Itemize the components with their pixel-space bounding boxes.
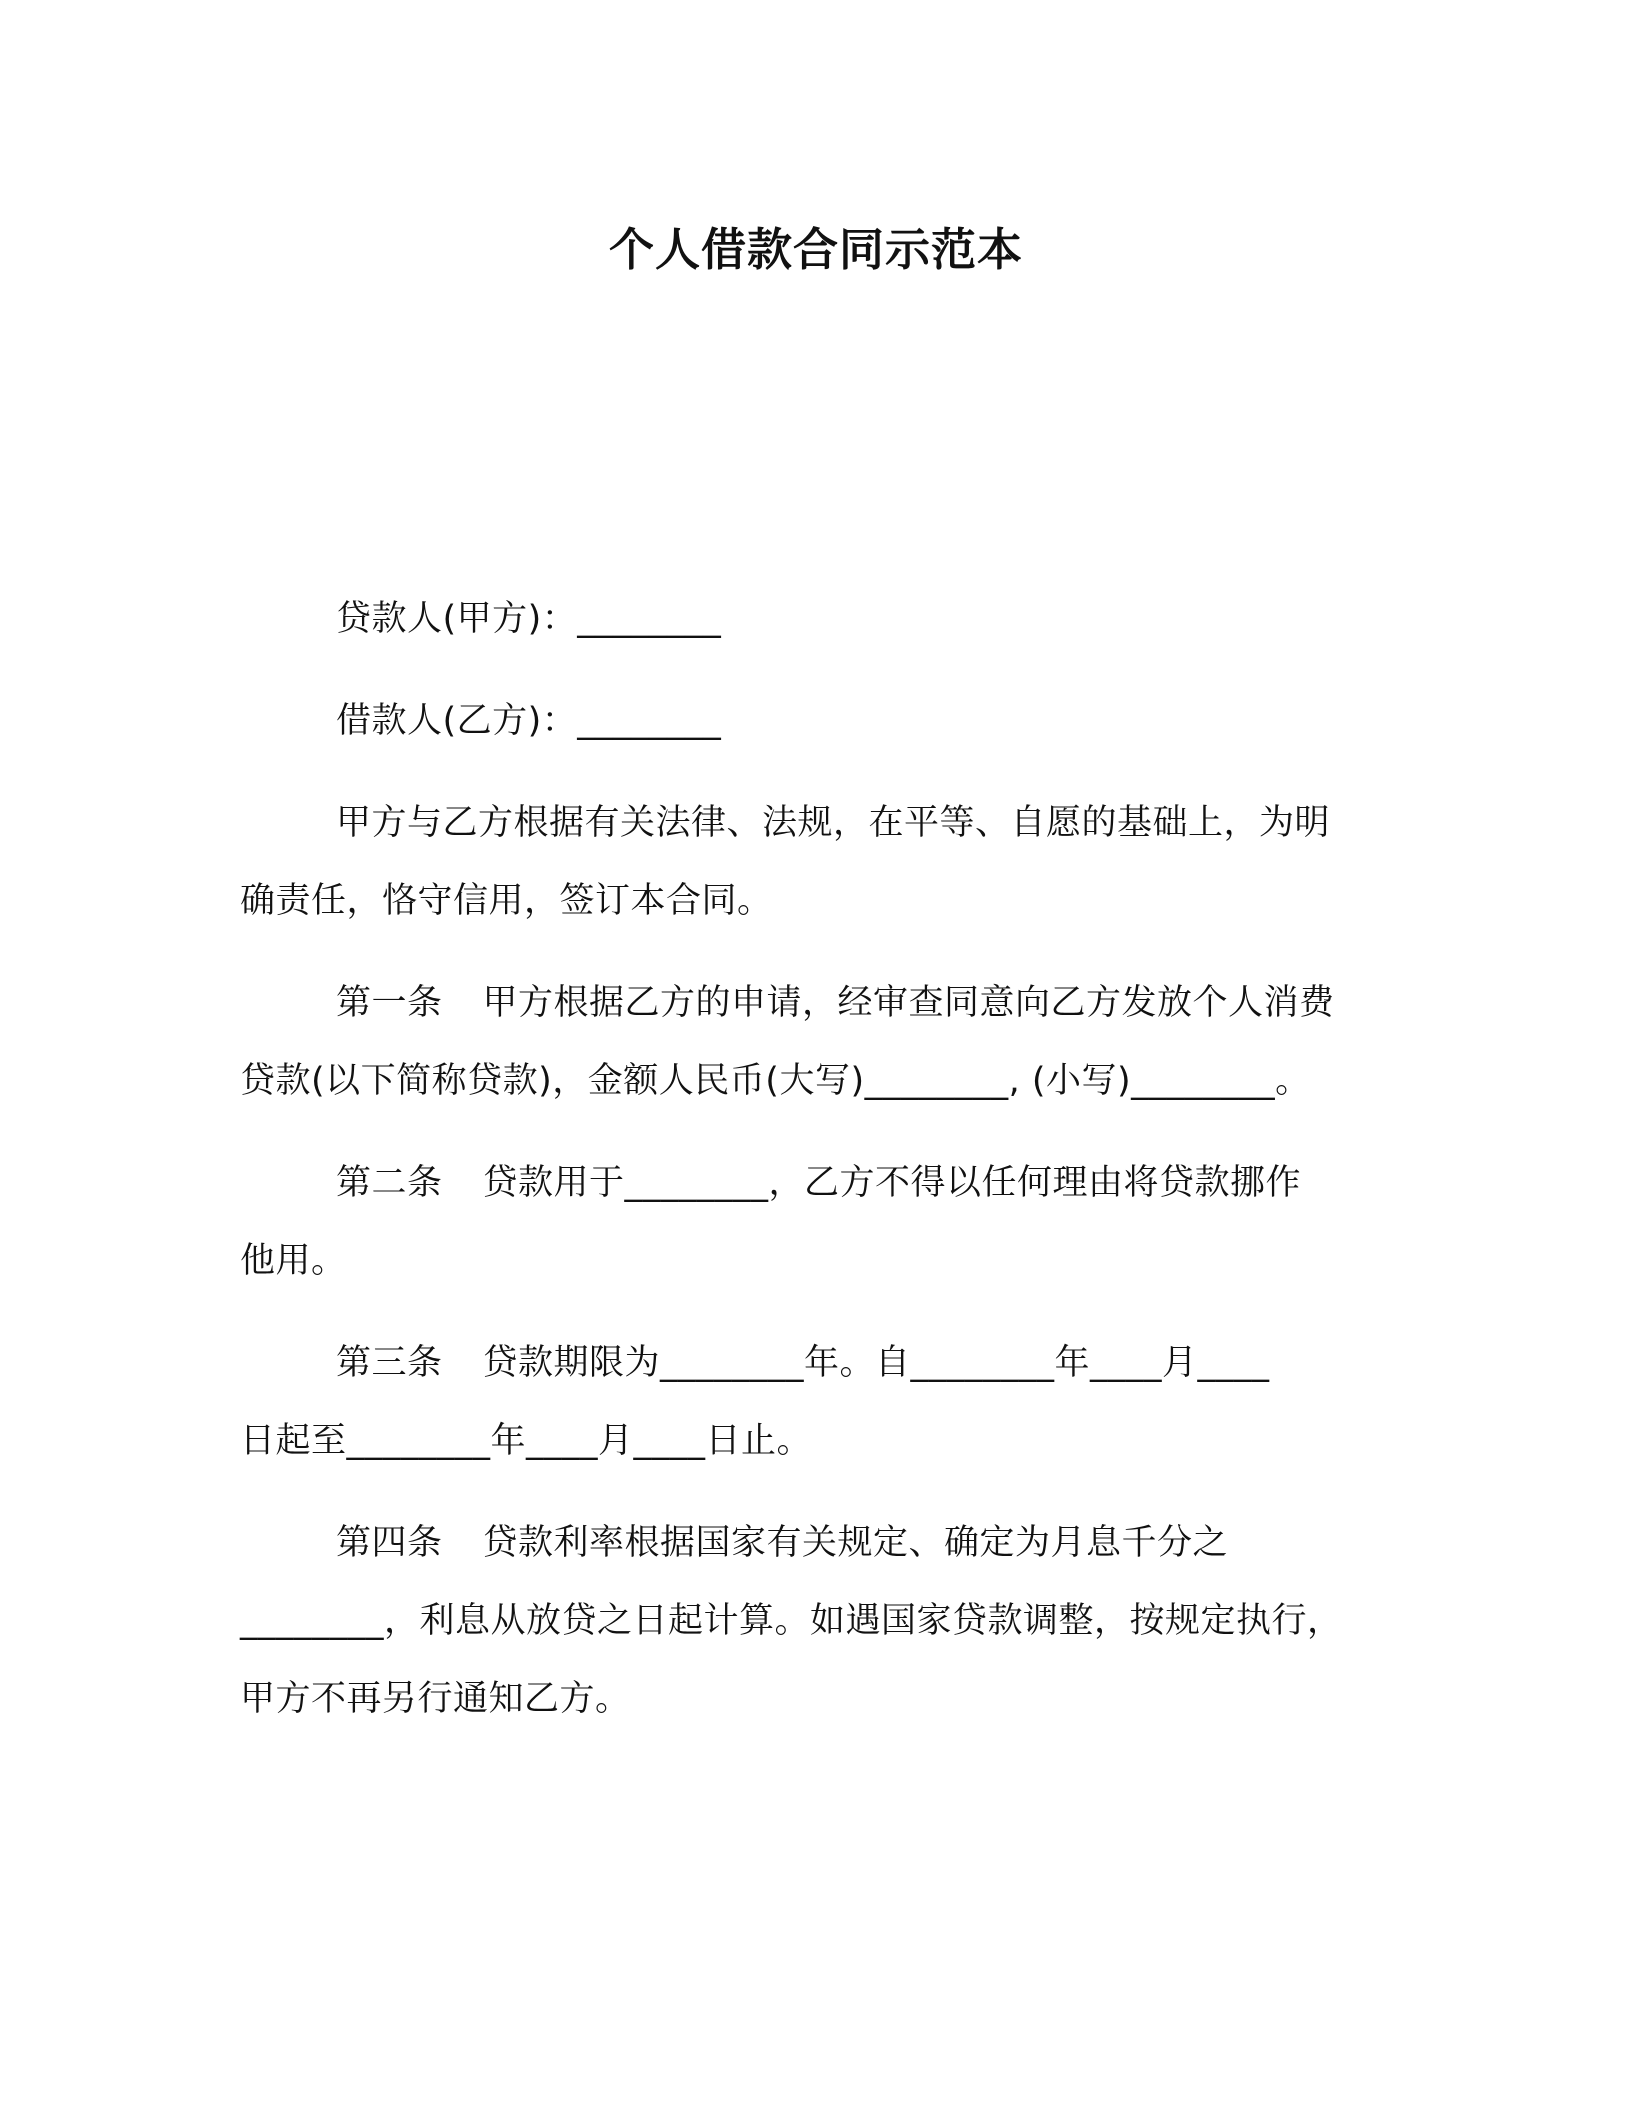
clause-1-text-1: 甲方根据乙方的申请，经审查同意向乙方发放个人消费 <box>482 983 1335 1023</box>
clause-2-label: 第二条 <box>336 1163 443 1203</box>
clause-1 <box>240 964 1400 1120</box>
clause-2-line-2: 他用。 <box>240 1241 347 1281</box>
clause-4-label: 第四条 <box>336 1523 443 1563</box>
clause-4-line-1 <box>240 1504 1400 1582</box>
clause-2-line-1 <box>240 1144 1400 1222</box>
clause-1-line-2: 贷款(以下简称贷款)，金额人民币(大写)________, (小写)________。 <box>240 1061 1311 1101</box>
clause-4-line-2: ________，利息从放贷之日起计算。如遇国家贷款调整，按规定执行， <box>240 1601 1343 1641</box>
lender-line: 贷款人(甲方)：________ <box>336 599 722 639</box>
clause-3 <box>240 1324 1400 1480</box>
borrower-line: 借款人(乙方)：________ <box>336 701 722 741</box>
clause-1-label: 第一条 <box>336 983 443 1023</box>
preamble <box>240 784 1400 940</box>
clause-3-label: 第三条 <box>336 1343 443 1383</box>
clause-2-text-1: 贷款用于________，乙方不得以任何理由将贷款挪作 <box>482 1163 1302 1203</box>
clause-3-line-1 <box>240 1324 1400 1402</box>
clause-3-text-1: 贷款期限为________年。自________年____月____ <box>482 1343 1270 1383</box>
preamble-line-1: 甲方与乙方根据有关法律、法规，在平等、自愿的基础上，为明 <box>336 803 1331 843</box>
clause-1-line-1 <box>240 964 1400 1042</box>
clause-4-text-1: 贷款利率根据国家有关规定、确定为月息千分之 <box>482 1523 1229 1563</box>
clause-4 <box>240 1504 1400 1738</box>
preamble-line-2: 确责任，恪守信用，签订本合同。 <box>240 881 773 921</box>
clause-2 <box>240 1144 1400 1300</box>
clause-4-line-3: 甲方不再另行通知乙方。 <box>240 1679 631 1719</box>
document-title: 个人借款合同示范本 <box>608 223 1023 276</box>
clause-3-line-2: 日起至________年____月____日止。 <box>240 1421 813 1461</box>
document-body <box>240 580 1400 1762</box>
